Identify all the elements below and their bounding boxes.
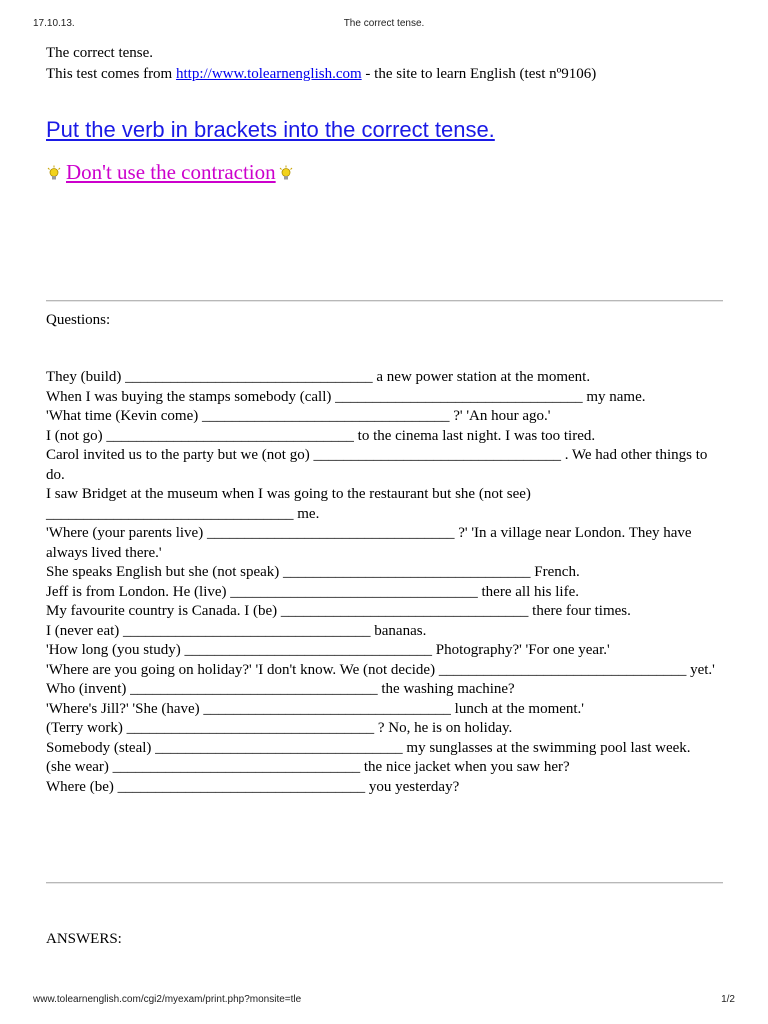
questions-heading: Questions: bbox=[46, 312, 111, 328]
divider bbox=[46, 882, 723, 884]
question-item: My favourite country is Canada. I (be) _________________________________ there four times. bbox=[46, 603, 631, 619]
print-page-title: The correct tense. bbox=[343, 18, 425, 29]
note-text: Don't use the contraction bbox=[66, 160, 276, 184]
question-item: (Terry work) _________________________________ ? No, he is on holiday. bbox=[46, 720, 513, 736]
question-item: (she wear) _________________________________ the nice jacket when you saw her? bbox=[46, 759, 570, 775]
divider bbox=[46, 300, 723, 302]
question-item: Where (be) _________________________________ you yesterday? bbox=[46, 778, 460, 795]
source-link[interactable]: http://www.tolearnenglish.com bbox=[175, 66, 362, 82]
question-item: Jeff is from London. He (live) _________________________________ there all his life. bbox=[46, 583, 579, 600]
questions-list bbox=[46, 368, 718, 797]
question-item: She speaks English but she (not speak) _________________________________ French. bbox=[46, 564, 580, 580]
question-item: 'Where (your parents live) _________________________________ ?' 'In a village near London. They have always lived there.' bbox=[46, 525, 692, 561]
question-item: 'Where's Jill?' 'She (have) _________________________________ lunch at the moment.' bbox=[46, 700, 585, 717]
question-item: 'Where are you going on holiday?' 'I don't know. We (not decide) _________________________________ yet.' bbox=[46, 661, 715, 678]
question-item: I saw Bridget at the museum when I was going to the restaurant but she (not see) _________________________________ me. bbox=[46, 486, 531, 522]
print-header bbox=[33, 18, 735, 32]
lightbulb-icon bbox=[278, 165, 294, 181]
print-url: www.tolearnenglish.com/cgi2/myexam/print.php?monsite=tle bbox=[33, 994, 302, 1005]
answers-heading: ANSWERS: bbox=[46, 931, 122, 947]
print-footer bbox=[33, 994, 735, 1008]
question-item: Somebody (steal) _________________________________ my sunglasses at the swimming pool last week. bbox=[46, 739, 691, 756]
page-number: 1/2 bbox=[721, 994, 735, 1005]
source-suffix: - the site to learn English (test nº9106) bbox=[361, 66, 597, 82]
question-item: Who (invent) _________________________________ the washing machine? bbox=[46, 681, 515, 697]
question-item: They (build) _________________________________ a new power station at the moment. bbox=[46, 369, 591, 385]
print-date: 17.10.13. bbox=[33, 18, 75, 29]
lightbulb-icon bbox=[46, 165, 62, 181]
instruction-heading: Put the verb in brackets into the correct tense. bbox=[46, 117, 495, 142]
source-prefix: This test comes from bbox=[46, 66, 176, 82]
question-item: 'What time (Kevin come) _________________________________ ?' 'An hour ago.' bbox=[46, 408, 551, 424]
question-item: Carol invited us to the party but we (not go) _________________________________ . We had other things to do. bbox=[46, 447, 708, 483]
source-line bbox=[46, 64, 596, 85]
question-item: I (not go) _________________________________ to the cinema last night. I was too tired. bbox=[46, 427, 596, 444]
note-line bbox=[46, 160, 294, 185]
document-title: The correct tense. bbox=[46, 45, 154, 61]
question-item: 'How long (you study) _________________________________ Photography?' 'For one year.' bbox=[46, 642, 610, 658]
question-item: When I was buying the stamps somebody (call) _________________________________ my name. bbox=[46, 388, 646, 405]
question-item: I (never eat) _________________________________ bananas. bbox=[46, 622, 427, 639]
intro bbox=[46, 43, 596, 85]
